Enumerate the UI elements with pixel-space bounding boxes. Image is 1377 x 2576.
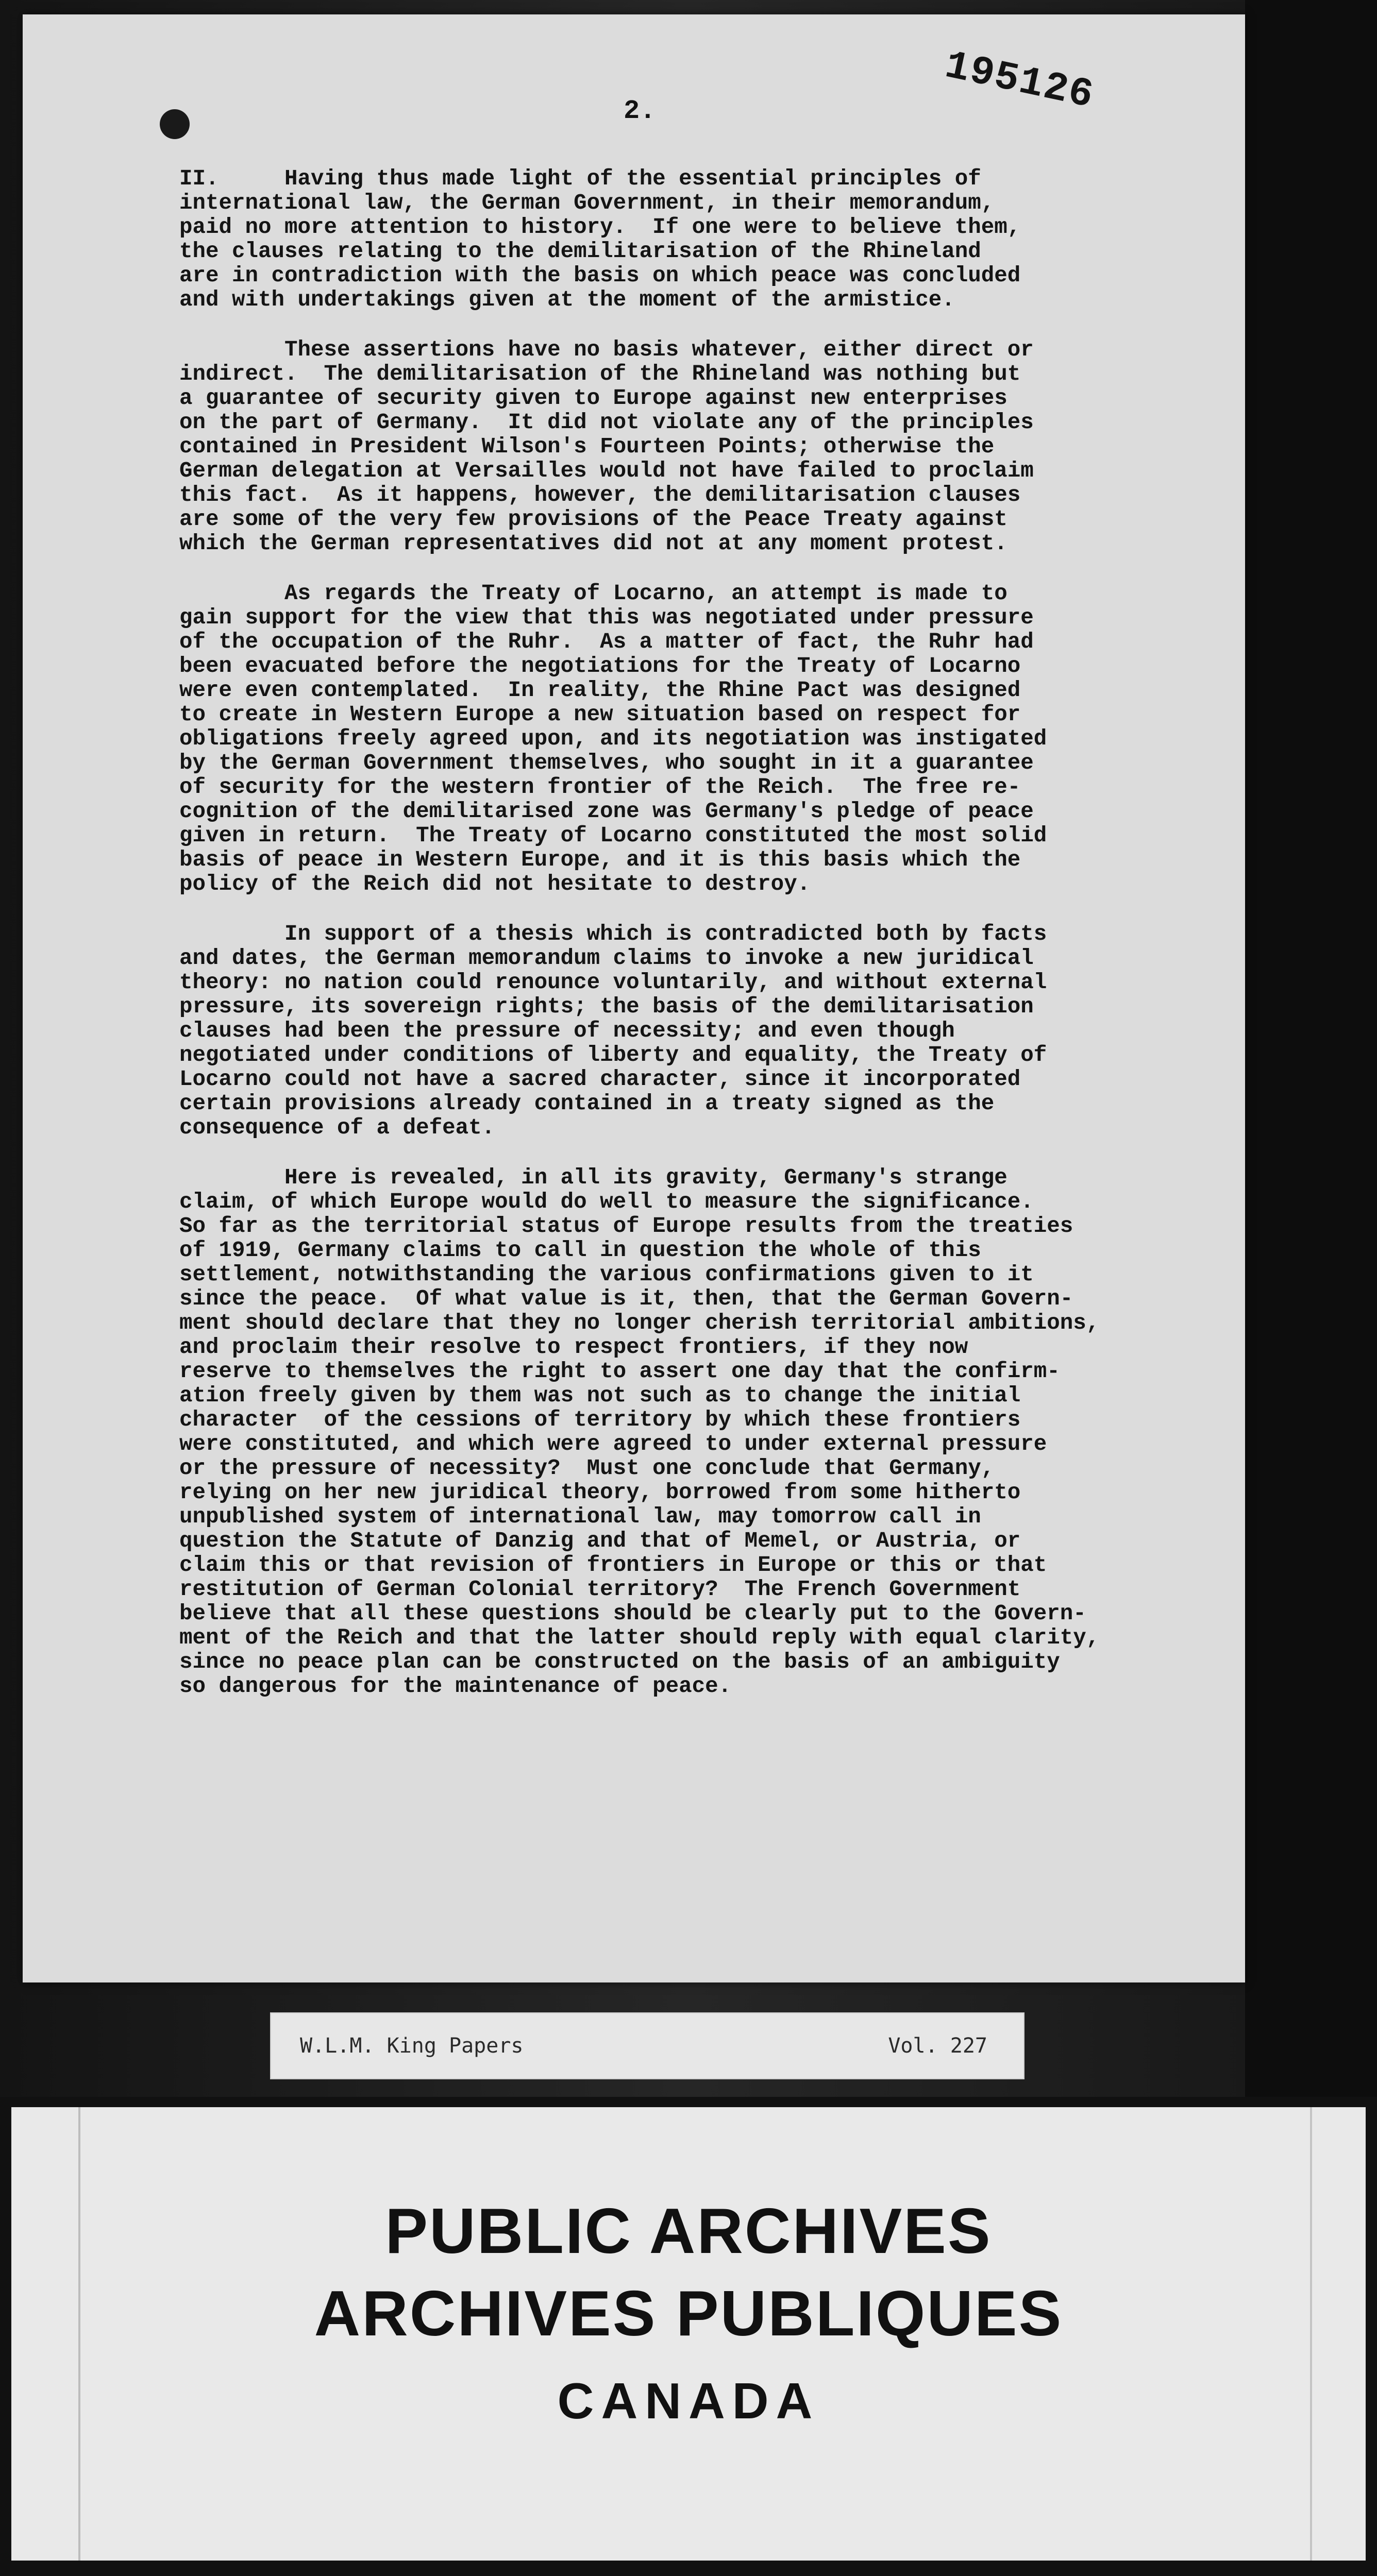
- text-line: gain support for the view that this was negotiated under pressure: [179, 605, 1034, 630]
- text-line: character of the cessions of territory by which these frontiers: [179, 1408, 1021, 1432]
- text-line: are some of the very few provisions of the Peace Treaty against: [179, 507, 1007, 532]
- text-line: a guarantee of security given to Europe against new enterprises: [179, 386, 1007, 411]
- collection-name: W.L.M. King Papers: [300, 2034, 524, 2058]
- paragraph: [179, 167, 1262, 312]
- paragraph: [179, 1166, 1262, 1699]
- text-line: of security for the western frontier of the Reich. The free re-: [179, 775, 1021, 800]
- text-line: given in return. The Treaty of Locarno constituted the most solid: [179, 823, 1047, 848]
- text-line: since the peace. Of what value is it, then, that the German Govern-: [179, 1286, 1073, 1311]
- film-edge-strip: [1245, 0, 1377, 2097]
- text-line: of the occupation of the Ruhr. As a matter of fact, the Ruhr had: [179, 630, 1034, 654]
- text-line: relying on her new juridical theory, borrowed from some hitherto: [179, 1480, 1021, 1505]
- text-line: or the pressure of necessity? Must one conclude that Germany,: [179, 1456, 995, 1481]
- text-line: In support of a thesis which is contradicted both by facts: [179, 922, 1047, 946]
- text-line: As regards the Treaty of Locarno, an attempt is made to: [179, 581, 1007, 606]
- text-line: II. Having thus made light of the essential principles of: [179, 166, 981, 191]
- text-line: which the German representatives did not at any moment protest.: [179, 531, 1007, 556]
- paragraph: [179, 338, 1262, 556]
- text-line: since no peace plan can be constructed on the basis of an ambiguity: [179, 1650, 1060, 1674]
- text-line: restitution of German Colonial territory? The French Government: [179, 1577, 1021, 1602]
- text-line: are in contradiction with the basis on which peace was concluded: [179, 263, 1021, 288]
- text-line: international law, the German Government, in their memorandum,: [179, 191, 995, 215]
- text-line: theory: no nation could renounce voluntarily, and without external: [179, 970, 1047, 995]
- text-line: policy of the Reich did not hesitate to destroy.: [179, 872, 811, 896]
- text-line: ation freely given by them was not such as to change the initial: [179, 1383, 1021, 1408]
- text-line: contained in President Wilson's Fourteen Points; otherwise the: [179, 434, 995, 459]
- text-line: pressure, its sovereign rights; the basis of the demilitarisation: [179, 994, 1034, 1019]
- text-line: ment of the Reich and that the latter should reply with equal clarity,: [179, 1625, 1100, 1650]
- volume-number: Vol. 227: [888, 2034, 987, 2058]
- text-line: and dates, the German memorandum claims to invoke a new juridical: [179, 946, 1034, 971]
- collection-label: [270, 2012, 1025, 2079]
- text-line: reserve to themselves the right to assert one day that the confirm-: [179, 1359, 1060, 1384]
- text-line: and proclaim their resolve to respect frontiers, if they now: [179, 1335, 968, 1360]
- text-line: of 1919, Germany claims to call in question the whole of this: [179, 1238, 981, 1263]
- text-line: unpublished system of international law, may tomorrow call in: [179, 1504, 981, 1529]
- paragraph: [179, 922, 1262, 1140]
- text-line: Locarno could not have a sacred character, since it incorporated: [179, 1067, 1021, 1092]
- text-line: the clauses relating to the demilitarisation of the Rhineland: [179, 239, 981, 264]
- archive-country: CANADA: [557, 2372, 820, 2429]
- text-line: by the German Government themselves, who sought in it a guarantee: [179, 751, 1034, 775]
- text-line: were even contemplated. In reality, the Rhine Pact was designed: [179, 678, 1021, 703]
- text-line: indirect. The demilitarisation of the Rhineland was nothing but: [179, 362, 1021, 386]
- text-line: and with undertakings given at the moment of the armistice.: [179, 287, 955, 312]
- page-number: 2.: [624, 96, 656, 126]
- paragraph: [179, 582, 1262, 896]
- text-line: certain provisions already contained in a treaty signed as the: [179, 1091, 995, 1116]
- text-line: to create in Western Europe a new situation based on respect for: [179, 702, 1021, 727]
- text-line: on the part of Germany. It did not violate any of the principles: [179, 410, 1034, 435]
- text-line: claim, of which Europe would do well to measure the significance.: [179, 1190, 1034, 1214]
- document-page: [23, 14, 1245, 1982]
- text-line: German delegation at Versailles would not have failed to proclaim: [179, 459, 1034, 483]
- text-line: question the Statute of Danzig and that of Memel, or Austria, or: [179, 1529, 1021, 1553]
- archive-card: [11, 2107, 1366, 2561]
- text-line: So far as the territorial status of Europe results from the treaties: [179, 1214, 1073, 1239]
- text-line: this fact. As it happens, however, the demilitarisation clauses: [179, 483, 1021, 507]
- punch-hole: [160, 109, 190, 139]
- archive-name-english: PUBLIC ARCHIVES: [385, 2196, 992, 2267]
- text-line: ment should declare that they no longer cherish territorial ambitions,: [179, 1311, 1100, 1335]
- text-line: claim this or that revision of frontiers in Europe or this or that: [179, 1553, 1047, 1578]
- text-line: obligations freely agreed upon, and its negotiation was instigated: [179, 726, 1047, 751]
- text-line: cognition of the demilitarised zone was Germany's pledge of peace: [179, 799, 1034, 824]
- text-line: consequence of a defeat.: [179, 1115, 495, 1140]
- text-line: These assertions have no basis whatever, either direct or: [179, 337, 1034, 362]
- text-line: negotiated under conditions of liberty and equality, the Treaty of: [179, 1043, 1047, 1067]
- text-line: settlement, notwithstanding the various confirmations given to it: [179, 1262, 1034, 1287]
- text-line: so dangerous for the maintenance of peace.: [179, 1674, 732, 1699]
- archive-name-french: ARCHIVES PUBLIQUES: [314, 2278, 1063, 2349]
- text-line: paid no more attention to history. If one were to believe them,: [179, 215, 1021, 240]
- text-line: clauses had been the pressure of necessity; and even though: [179, 1019, 955, 1043]
- text-line: were constituted, and which were agreed to under external pressure: [179, 1432, 1047, 1456]
- text-line: been evacuated before the negotiations for the Treaty of Locarno: [179, 654, 1021, 679]
- stamp-number: 195126: [941, 43, 1098, 119]
- text-line: believe that all these questions should be clearly put to the Govern-: [179, 1601, 1086, 1626]
- text-line: Here is revealed, in all its gravity, Germany's strange: [179, 1165, 1007, 1190]
- text-line: basis of peace in Western Europe, and it is this basis which the: [179, 848, 1021, 872]
- document-body: [179, 167, 1262, 1699]
